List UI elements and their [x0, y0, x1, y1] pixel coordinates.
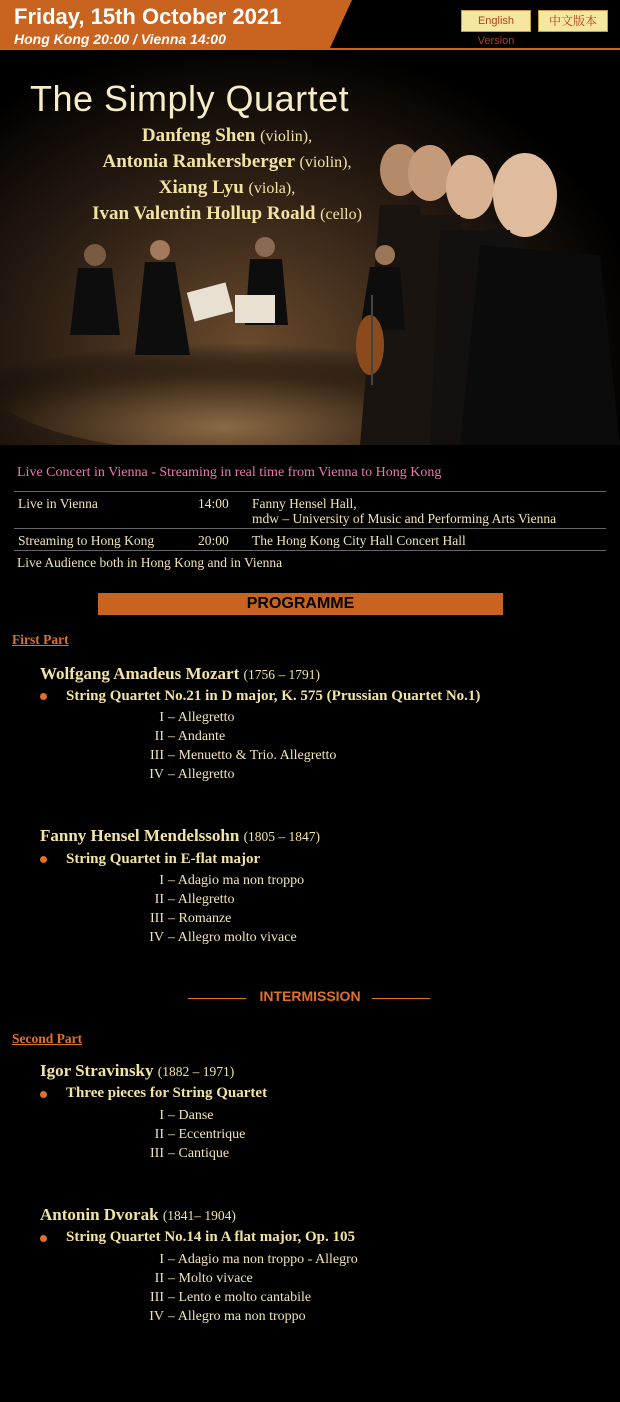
intermission-rule-right	[372, 998, 430, 999]
movement: IV – Allegretto	[149, 767, 235, 782]
info-label: Streaming to Hong Kong	[18, 533, 155, 548]
info-time: 20:00	[198, 533, 229, 548]
composer-name: Fanny Hensel Mendelssohn (1805 – 1847)	[40, 826, 321, 845]
bullet-icon	[40, 1235, 47, 1242]
divider	[14, 491, 606, 492]
composer-name: Wolfgang Amadeus Mozart (1756 – 1791)	[40, 664, 321, 683]
concert-date: Friday, 15th October 2021	[14, 4, 282, 29]
musician-2: Antonia Rankersberger (violin),	[102, 151, 352, 172]
second-part-heading: Second Part	[12, 1031, 83, 1046]
intermission-label: INTERMISSION	[259, 988, 361, 1004]
musician-4: Ivan Valentin Hollup Roald (cello)	[92, 203, 362, 224]
divider	[14, 528, 606, 529]
info-label: Live in Vienna	[18, 496, 98, 511]
movement: II – Allegretto	[154, 892, 235, 907]
composer-name: Antonin Dvorak (1841– 1904)	[40, 1205, 236, 1224]
movement: III – Romanze	[150, 911, 232, 926]
work-title: Three pieces for String Quartet	[66, 1085, 268, 1101]
movement: I – Adagio ma non troppo	[159, 873, 305, 888]
streaming-heading: Live Concert in Vienna - Streaming in real time from Vienna to Hong Kong	[17, 465, 442, 480]
bullet-icon	[40, 856, 47, 863]
work-title: String Quartet in E-flat major	[66, 851, 261, 867]
movement: III – Lento e molto cantabile	[150, 1290, 312, 1305]
movement: I – Adagio ma non troppo - Allegro	[159, 1252, 358, 1267]
bullet-icon	[40, 1091, 47, 1098]
musician-3: Xiang Lyu (viola),	[158, 177, 296, 198]
bullet-icon	[40, 693, 47, 700]
movement: II – Eccentrique	[154, 1127, 246, 1142]
work-title: String Quartet No.14 in A flat major, Op. 105	[66, 1229, 356, 1245]
info-venue-line2: mdw – University of Music and Performing Arts Vienna	[252, 511, 557, 526]
info-time: 14:00	[198, 496, 229, 511]
work-title: String Quartet No.21 in D major, K. 575 (Prussian Quartet No.1)	[66, 688, 481, 704]
movement: I – Allegretto	[159, 710, 235, 725]
movement: II – Molto vivace	[154, 1271, 253, 1286]
movement: IV – Allegro molto vivace	[149, 930, 297, 945]
chinese-version-button[interactable]: 中文版本	[538, 10, 608, 32]
movement: III – Cantique	[150, 1146, 230, 1161]
english-version-button[interactable]: English Version	[461, 10, 531, 32]
divider	[14, 550, 606, 551]
musician-1: Danfeng Shen (violin),	[141, 125, 313, 146]
movement: IV – Allegro ma non troppo	[149, 1309, 306, 1324]
movement: II – Andante	[154, 729, 226, 744]
first-part-heading: First Part	[12, 632, 69, 647]
quartet-title: The Simply Quartet	[30, 78, 350, 119]
info-venue: The Hong Kong City Hall Concert Hall	[252, 533, 466, 548]
info-venue: Fanny Hensel Hall,	[252, 496, 357, 511]
movement: III – Menuetto & Trio. Allegretto	[150, 748, 337, 763]
audience-note: Live Audience both in Hong Kong and in Vienna	[17, 555, 283, 570]
composer-name: Igor Stravinsky (1882 – 1971)	[40, 1061, 235, 1080]
movement: I – Danse	[159, 1108, 214, 1123]
concert-time: Hong Kong 20:00 / Vienna 14:00	[14, 31, 226, 47]
header-divider	[0, 48, 620, 50]
programme-title: PROGRAMME	[98, 593, 503, 615]
